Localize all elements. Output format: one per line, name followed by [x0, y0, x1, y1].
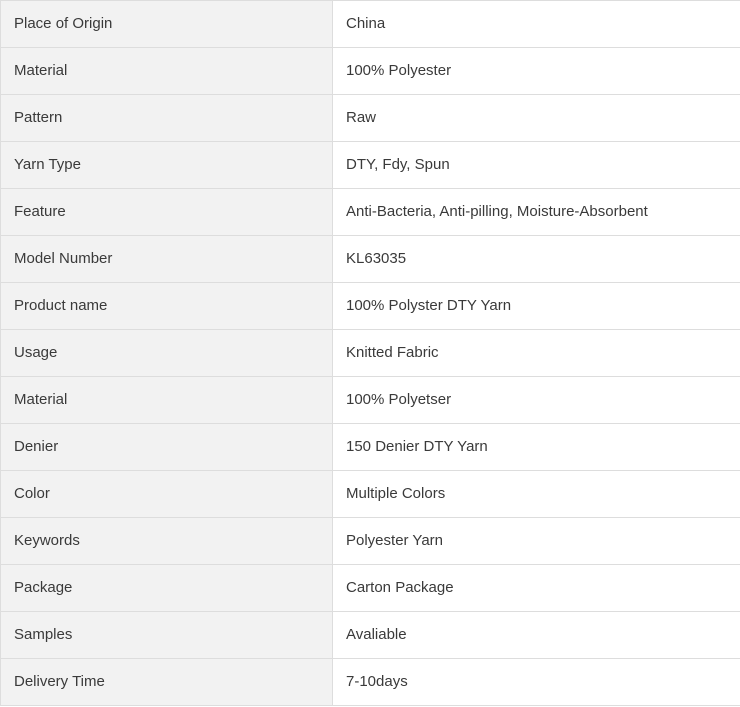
table-row	[1, 471, 740, 518]
table-row	[1, 95, 740, 142]
spec-value: 150 Denier DTY Yarn	[333, 424, 740, 471]
spec-label: Delivery Time	[1, 659, 333, 706]
spec-value: 100% Polyetser	[333, 377, 740, 424]
table-row	[1, 236, 740, 283]
table-row	[1, 518, 740, 565]
spec-value: 7-10days	[333, 659, 740, 706]
spec-value: Carton Package	[333, 565, 740, 612]
table-row	[1, 1, 740, 48]
spec-label: Material	[1, 48, 333, 95]
spec-value: Avaliable	[333, 612, 740, 659]
product-spec-table-body	[1, 1, 740, 706]
spec-value: 100% Polyester	[333, 48, 740, 95]
table-row	[1, 283, 740, 330]
table-row	[1, 565, 740, 612]
spec-value: KL63035	[333, 236, 740, 283]
spec-label: Yarn Type	[1, 142, 333, 189]
table-row	[1, 659, 740, 706]
spec-value: Knitted Fabric	[333, 330, 740, 377]
table-row	[1, 424, 740, 471]
table-row	[1, 377, 740, 424]
table-row	[1, 48, 740, 95]
table-row	[1, 612, 740, 659]
spec-label: Package	[1, 565, 333, 612]
table-row	[1, 330, 740, 377]
spec-label: Model Number	[1, 236, 333, 283]
table-row	[1, 189, 740, 236]
spec-value: DTY, Fdy, Spun	[333, 142, 740, 189]
spec-value: Polyester Yarn	[333, 518, 740, 565]
spec-label: Product name	[1, 283, 333, 330]
spec-value: China	[333, 1, 740, 48]
spec-label: Feature	[1, 189, 333, 236]
spec-label: Denier	[1, 424, 333, 471]
table-row	[1, 142, 740, 189]
spec-value: Raw	[333, 95, 740, 142]
spec-label: Usage	[1, 330, 333, 377]
spec-label: Material	[1, 377, 333, 424]
spec-value: 100% Polyster DTY Yarn	[333, 283, 740, 330]
spec-label: Pattern	[1, 95, 333, 142]
spec-label: Samples	[1, 612, 333, 659]
spec-value: Anti-Bacteria, Anti-pilling, Moisture-Absorbent	[333, 189, 740, 236]
spec-value: Multiple Colors	[333, 471, 740, 518]
spec-label: Color	[1, 471, 333, 518]
spec-label: Place of Origin	[1, 1, 333, 48]
spec-label: Keywords	[1, 518, 333, 565]
